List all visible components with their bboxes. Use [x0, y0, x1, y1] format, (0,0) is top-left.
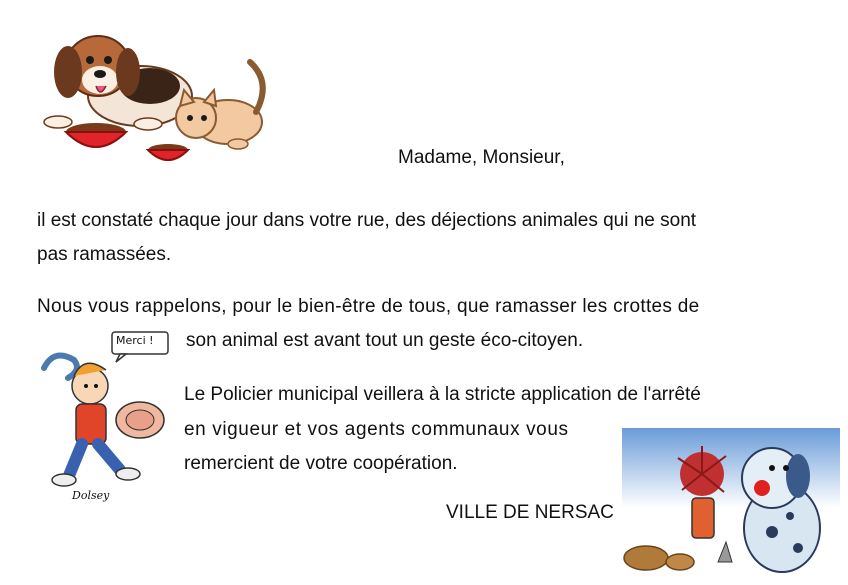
speech-bubble-text: Merci !	[116, 334, 154, 347]
artist-signature: Dolsey	[72, 489, 110, 502]
salutation: Madame, Monsieur,	[398, 147, 565, 168]
paragraph3-line3: remercient de votre coopération.	[184, 453, 458, 474]
paragraph1-line1: il est constaté chaque jour dans votre rue, des déjections animales qui ne sont	[37, 210, 697, 231]
dog-and-messy-boy-icon	[622, 428, 840, 578]
signature: VILLE DE NERSAC	[446, 502, 614, 523]
paragraph2-line2: son animal est avant tout un geste éco-citoyen.	[186, 330, 584, 351]
paragraph3-line1: Le Policier municipal veillera à la stricte application de l'arrêté	[184, 384, 701, 405]
paragraph1-line2: pas ramassées.	[37, 244, 172, 265]
paragraph2-line1: Nous vous rappelons, pour le bien-être de tous, que ramasser les crottes de	[37, 296, 700, 317]
paragraph3-line2: en vigueur et vos agents communaux vous	[184, 419, 569, 440]
dog-and-cat-eating-icon	[28, 14, 273, 164]
